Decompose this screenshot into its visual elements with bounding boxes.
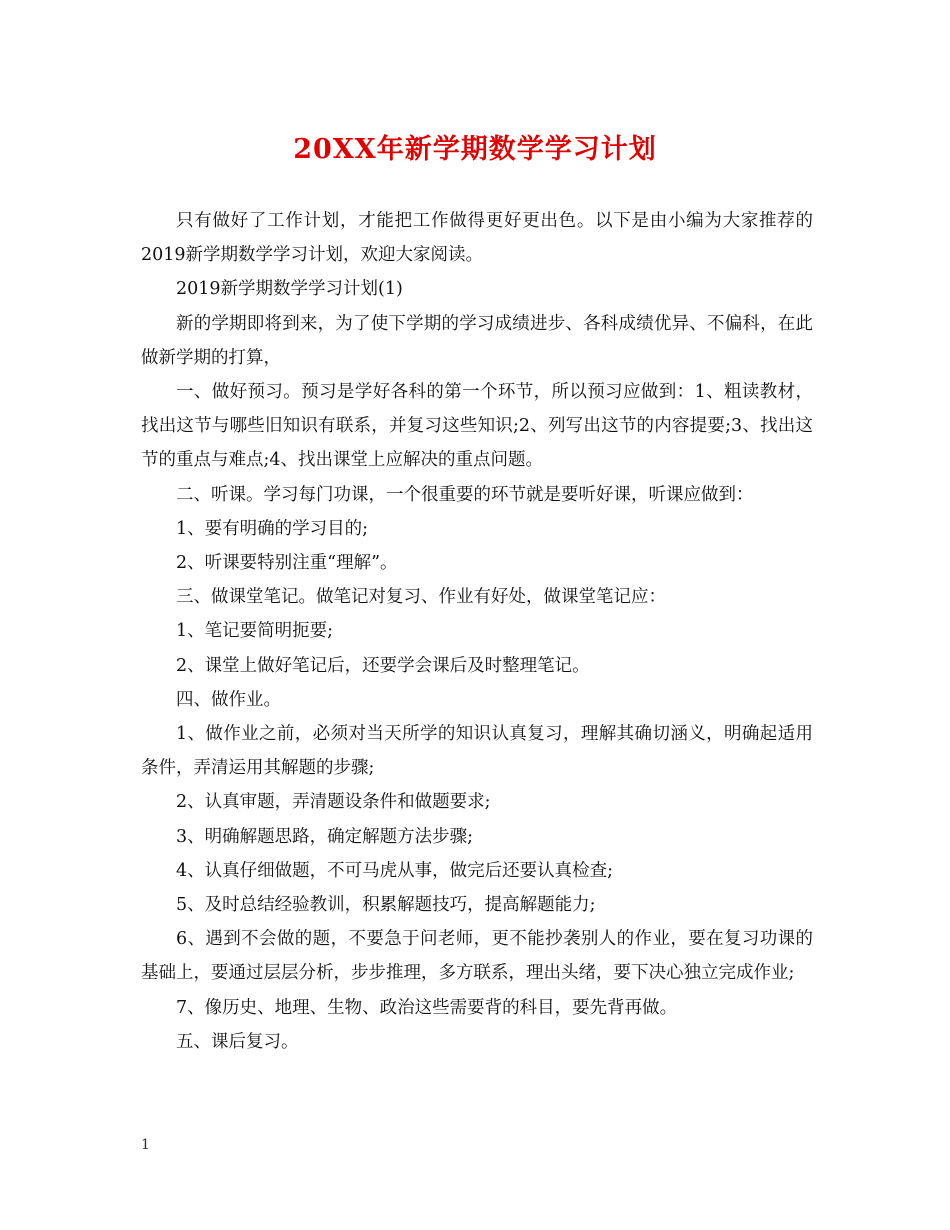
paragraph: 5、及时总结经验教训，积累解题技巧，提高解题能力; xyxy=(176,895,596,916)
paragraph: 1、要有明确的学习目的; xyxy=(176,518,369,539)
paragraph: 只有做好了工作计划，才能把工作做得更好更出色。以下是由小编为大家推荐的2019新学期数学学习计划，欢迎大家阅读。 xyxy=(141,211,813,266)
document-body xyxy=(141,204,813,1059)
paragraph: 一、做好预习。预习是学好各科的第一个环节，所以预习应做到：1、粗读教材，找出这节与哪些旧知识有联系，并复习这些知识;2、列写出这节的内容提要;3、找出这节的重点与难点;4、找出课堂上应解决的重点问题。 xyxy=(141,382,813,471)
paragraph: 四、做作业。 xyxy=(176,689,281,710)
paragraph: 7、像历史、地理、生物、政治这些需要背的科目，要先背再做。 xyxy=(176,997,678,1018)
paragraph: 2、听课要特别注重“理解”。 xyxy=(176,553,398,574)
paragraph: 五、课后复习。 xyxy=(176,1031,299,1052)
paragraph: 2019新学期数学学习计划(1) xyxy=(176,279,403,300)
paragraph: 4、认真仔细做题，不可马虎从事，做完后还要认真检查; xyxy=(176,860,614,881)
paragraph: 1、做作业之前，必须对当天所学的知识认真复习，理解其确切涵义，明确起适用条件，弄清运用其解题的步骤; xyxy=(141,724,813,779)
paragraph: 三、做课堂笔记。做笔记对复习、作业有好处，做课堂笔记应： xyxy=(176,587,666,608)
paragraph: 新的学期即将到来，为了使下学期的学习成绩进步、各科成绩优异、不偏科，在此做新学期的打算， xyxy=(141,313,813,368)
paragraph: 二、听课。学习每门功课，一个很重要的环节就是要听好课，听课应做到： xyxy=(176,484,754,505)
paragraph: 1、笔记要简明扼要; xyxy=(176,621,334,642)
page-title: 20XX年新学期数学学习计划 xyxy=(293,134,657,165)
paragraph: 6、遇到不会做的题，不要急于问老师，更不能抄袭别人的作业，要在复习功课的基础上，要通过层层分析，步步推理，多方联系，理出头绪，要下决心独立完成作业; xyxy=(141,929,813,984)
page-number: 1 xyxy=(141,1137,150,1153)
paragraph: 2、认真审题，弄清题设条件和做题要求; xyxy=(176,792,491,813)
paragraph: 2、课堂上做好笔记后，还要学会课后及时整理笔记。 xyxy=(176,655,590,676)
paragraph: 3、明确解题思路，确定解题方法步骤; xyxy=(176,826,474,847)
